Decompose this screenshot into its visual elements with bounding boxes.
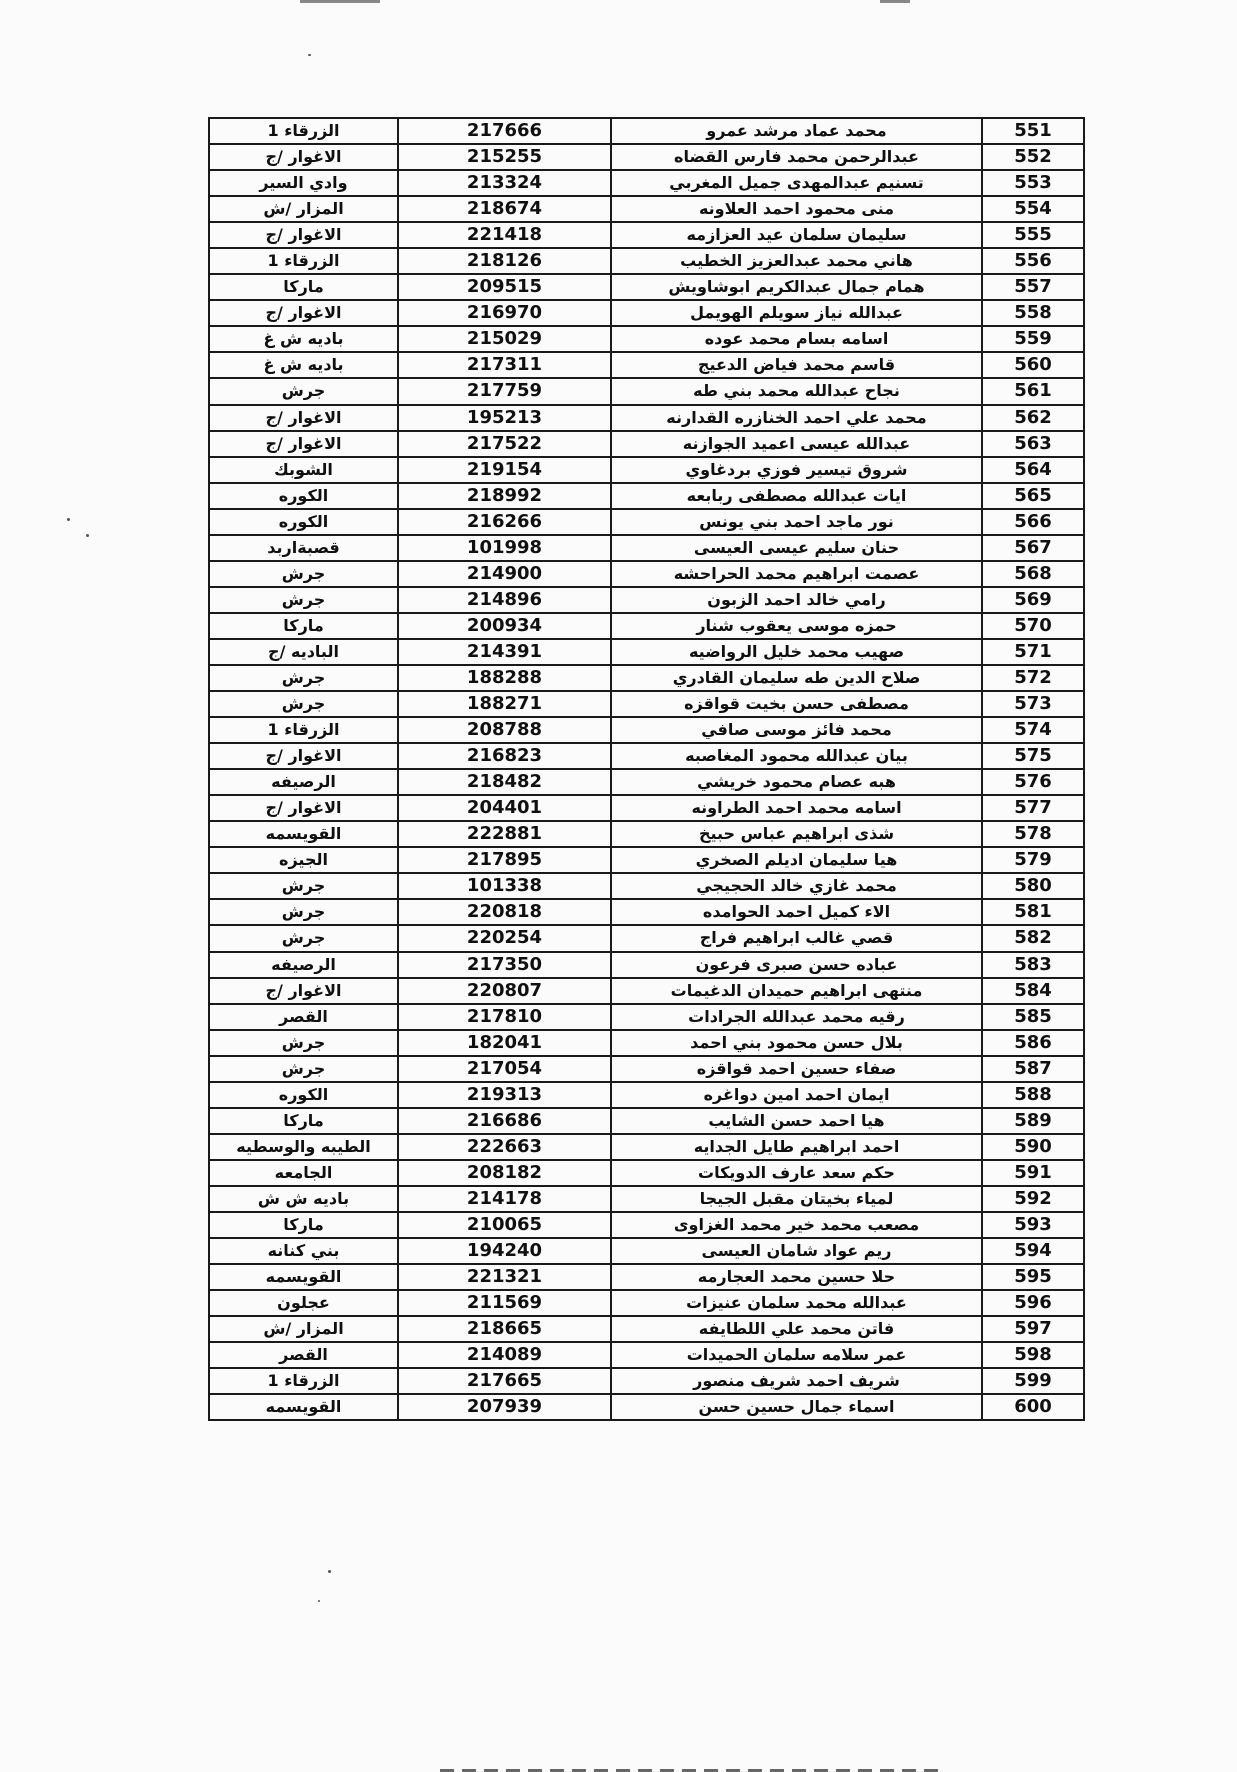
scan-edge-top [300,0,380,3]
serial-number-cell: 576 [982,769,1084,795]
location-cell: جرش [209,665,398,691]
id-number-cell: 222881 [398,821,611,847]
location-cell: الاغوار /ج [209,743,398,769]
location-cell: جرش [209,1056,398,1082]
serial-number-cell: 590 [982,1134,1084,1160]
name-cell: صلاح الدين طه سليمان القادري [611,665,982,691]
location-cell: جرش [209,587,398,613]
name-cell: محمد فائز موسى صافي [611,717,982,743]
serial-number-cell: 581 [982,899,1084,925]
location-cell: الاغوار /ج [209,144,398,170]
name-cell: شريف احمد شريف منصور [611,1368,982,1394]
id-number-cell: 217810 [398,1004,611,1030]
id-number-cell: 214896 [398,587,611,613]
location-cell: الاغوار /ج [209,405,398,431]
location-cell: المزار /ش [209,1316,398,1342]
id-number-cell: 217759 [398,378,611,404]
serial-number-cell: 579 [982,847,1084,873]
roster-table-body [209,118,1084,1420]
location-cell: ماركا [209,1108,398,1134]
location-cell: جرش [209,925,398,951]
id-number-cell: 216823 [398,743,611,769]
location-cell: جرش [209,873,398,899]
table-row [209,1030,1084,1056]
name-cell: اسامه بسام محمد عوده [611,326,982,352]
name-cell: همام جمال عبدالكريم ابوشاويش [611,274,982,300]
id-number-cell: 213324 [398,170,611,196]
table-row [209,1160,1084,1186]
location-cell: الزرقاء 1 [209,118,398,144]
serial-number-cell: 575 [982,743,1084,769]
serial-number-cell: 562 [982,405,1084,431]
location-cell: الشوبك [209,457,398,483]
id-number-cell: 220254 [398,925,611,951]
id-number-cell: 217350 [398,952,611,978]
location-cell: القويسمه [209,1264,398,1290]
id-number-cell: 209515 [398,274,611,300]
table-row [209,978,1084,1004]
location-cell: باديه ش ش [209,1186,398,1212]
location-cell: جرش [209,378,398,404]
location-cell: القويسمه [209,821,398,847]
location-cell: باديه ش غ [209,352,398,378]
name-cell: محمد علي احمد الخنازره القدارنه [611,405,982,431]
name-cell: مصعب محمد خير محمد الغزاوى [611,1212,982,1238]
table-row [209,1368,1084,1394]
name-cell: مصطفى حسن بخيت قواقزه [611,691,982,717]
serial-number-cell: 567 [982,535,1084,561]
location-cell: الزرقاء 1 [209,248,398,274]
table-row [209,118,1084,144]
table-row [209,1056,1084,1082]
location-cell: ماركا [209,613,398,639]
location-cell: بني كنانه [209,1238,398,1264]
serial-number-cell: 565 [982,483,1084,509]
name-cell: نجاح عبدالله محمد بني طه [611,378,982,404]
serial-number-cell: 587 [982,1056,1084,1082]
serial-number-cell: 586 [982,1030,1084,1056]
table-row [209,535,1084,561]
name-cell: منتهى ابراهيم حميدان الدغيمات [611,978,982,1004]
location-cell: الاغوار /ج [209,431,398,457]
location-cell: الكوره [209,509,398,535]
table-row [209,405,1084,431]
id-number-cell: 188288 [398,665,611,691]
table-row [209,483,1084,509]
table-row [209,899,1084,925]
location-cell: وادي السير [209,170,398,196]
table-row [209,873,1084,899]
table-row [209,274,1084,300]
location-cell: الطيبه والوسطيه [209,1134,398,1160]
serial-number-cell: 569 [982,587,1084,613]
name-cell: اسماء جمال حسين حسن [611,1394,982,1420]
name-cell: ايات عبدالله مصطفى ربابعه [611,483,982,509]
scan-speck [308,54,311,56]
table-row [209,587,1084,613]
id-number-cell: 200934 [398,613,611,639]
table-row [209,509,1084,535]
id-number-cell: 211569 [398,1290,611,1316]
name-cell: بلال حسن محمود بني احمد [611,1030,982,1056]
scan-speck [318,1600,320,1602]
id-number-cell: 220818 [398,899,611,925]
serial-number-cell: 557 [982,274,1084,300]
serial-number-cell: 555 [982,222,1084,248]
name-cell: رقيه محمد عبدالله الجرادات [611,1004,982,1030]
table-row [209,1082,1084,1108]
location-cell: جرش [209,1030,398,1056]
serial-number-cell: 566 [982,509,1084,535]
location-cell: الباديه /ج [209,639,398,665]
name-cell: عبدالله محمد سلمان عنيزات [611,1290,982,1316]
name-cell: عباده حسن صبرى فرعون [611,952,982,978]
location-cell: باديه ش غ [209,326,398,352]
id-number-cell: 101338 [398,873,611,899]
serial-number-cell: 563 [982,431,1084,457]
id-number-cell: 214178 [398,1186,611,1212]
serial-number-cell: 585 [982,1004,1084,1030]
name-cell: حنان سليم عيسى العيسى [611,535,982,561]
name-cell: اسامه محمد احمد الطراونه [611,795,982,821]
id-number-cell: 218126 [398,248,611,274]
id-number-cell: 195213 [398,405,611,431]
serial-number-cell: 574 [982,717,1084,743]
id-number-cell: 208788 [398,717,611,743]
location-cell: الاغوار /ج [209,222,398,248]
table-row [209,639,1084,665]
name-cell: عبدالله نياز سويلم الهويمل [611,300,982,326]
table-row [209,743,1084,769]
table-row [209,1290,1084,1316]
serial-number-cell: 584 [982,978,1084,1004]
table-row [209,1212,1084,1238]
serial-number-cell: 572 [982,665,1084,691]
serial-number-cell: 558 [982,300,1084,326]
location-cell: القويسمه [209,1394,398,1420]
serial-number-cell: 595 [982,1264,1084,1290]
serial-number-cell: 593 [982,1212,1084,1238]
name-cell: عصمت ابراهيم محمد الحراحشه [611,561,982,587]
id-number-cell: 219313 [398,1082,611,1108]
table-row [209,1134,1084,1160]
name-cell: هيا احمد حسن الشايب [611,1108,982,1134]
id-number-cell: 215255 [398,144,611,170]
location-cell: الرصيفه [209,769,398,795]
id-number-cell: 214391 [398,639,611,665]
name-cell: صفاء حسين احمد قواقزه [611,1056,982,1082]
name-cell: قصي غالب ابراهيم فراج [611,925,982,951]
table-row [209,847,1084,873]
table-row [209,952,1084,978]
id-number-cell: 217522 [398,431,611,457]
name-cell: قاسم محمد فياض الدعيج [611,352,982,378]
serial-number-cell: 598 [982,1342,1084,1368]
id-number-cell: 217665 [398,1368,611,1394]
id-number-cell: 217054 [398,1056,611,1082]
table-row [209,717,1084,743]
table-row [209,196,1084,222]
location-cell: جرش [209,899,398,925]
serial-number-cell: 596 [982,1290,1084,1316]
serial-number-cell: 552 [982,144,1084,170]
serial-number-cell: 583 [982,952,1084,978]
name-cell: لمياء بخيتان مقبل الجيجا [611,1186,982,1212]
id-number-cell: 218674 [398,196,611,222]
name-cell: ريم عواد شامان العيسى [611,1238,982,1264]
roster-table [208,117,1085,1421]
serial-number-cell: 592 [982,1186,1084,1212]
location-cell: المزار /ش [209,196,398,222]
table-row [209,431,1084,457]
location-cell: الجامعه [209,1160,398,1186]
table-row [209,1264,1084,1290]
id-number-cell: 222663 [398,1134,611,1160]
name-cell: عبدالرحمن محمد فارس القضاه [611,144,982,170]
table-row [209,1108,1084,1134]
table-row [209,1238,1084,1264]
scan-speck [86,534,89,537]
id-number-cell: 214900 [398,561,611,587]
location-cell: الزرقاء 1 [209,717,398,743]
serial-number-cell: 573 [982,691,1084,717]
location-cell: ماركا [209,274,398,300]
serial-number-cell: 577 [982,795,1084,821]
serial-number-cell: 556 [982,248,1084,274]
name-cell: نور ماجد احمد بني يونس [611,509,982,535]
id-number-cell: 207939 [398,1394,611,1420]
id-number-cell: 188271 [398,691,611,717]
name-cell: رامي خالد احمد الزبون [611,587,982,613]
id-number-cell: 182041 [398,1030,611,1056]
table-row [209,457,1084,483]
serial-number-cell: 568 [982,561,1084,587]
table-row [209,300,1084,326]
name-cell: حلا حسين محمد العجارمه [611,1264,982,1290]
id-number-cell: 194240 [398,1238,611,1264]
table-row [209,821,1084,847]
location-cell: القصر [209,1342,398,1368]
table-row [209,925,1084,951]
name-cell: محمد عماد مرشد عمرو [611,118,982,144]
location-cell: ماركا [209,1212,398,1238]
name-cell: هاني محمد عبدالعزيز الخطيب [611,248,982,274]
table-row [209,691,1084,717]
table-row [209,248,1084,274]
name-cell: بيان عبدالله محمود المغاصبه [611,743,982,769]
id-number-cell: 216686 [398,1108,611,1134]
serial-number-cell: 589 [982,1108,1084,1134]
location-cell: الاغوار /ج [209,978,398,1004]
id-number-cell: 221321 [398,1264,611,1290]
location-cell: الكوره [209,1082,398,1108]
name-cell: شروق تيسير فوزي بردغاوي [611,457,982,483]
name-cell: عمر سلامه سلمان الحميدات [611,1342,982,1368]
serial-number-cell: 551 [982,118,1084,144]
name-cell: عبدالله عيسى اعميد الجوازنه [611,431,982,457]
id-number-cell: 204401 [398,795,611,821]
id-number-cell: 219154 [398,457,611,483]
id-number-cell: 217666 [398,118,611,144]
table-row [209,170,1084,196]
id-number-cell: 218665 [398,1316,611,1342]
id-number-cell: 216266 [398,509,611,535]
location-cell: عجلون [209,1290,398,1316]
id-number-cell: 101998 [398,535,611,561]
serial-number-cell: 597 [982,1316,1084,1342]
serial-number-cell: 582 [982,925,1084,951]
serial-number-cell: 580 [982,873,1084,899]
table-row [209,144,1084,170]
location-cell: القصر [209,1004,398,1030]
name-cell: ايمان احمد امين دواغره [611,1082,982,1108]
scan-speck [67,518,70,521]
name-cell: منى محمود احمد العلاونه [611,196,982,222]
name-cell: صهيب محمد خليل الرواضيه [611,639,982,665]
id-number-cell: 221418 [398,222,611,248]
table-row [209,1004,1084,1030]
name-cell: الاء كميل احمد الحوامده [611,899,982,925]
name-cell: تسنيم عبدالمهدى جميل المغربي [611,170,982,196]
serial-number-cell: 559 [982,326,1084,352]
name-cell: فاتن محمد علي اللطايفه [611,1316,982,1342]
table-row [209,1316,1084,1342]
location-cell: الجيزه [209,847,398,873]
serial-number-cell: 564 [982,457,1084,483]
id-number-cell: 217311 [398,352,611,378]
location-cell: الرصيفه [209,952,398,978]
name-cell: شذى ابراهيم عباس حبيخ [611,821,982,847]
table-row [209,795,1084,821]
serial-number-cell: 588 [982,1082,1084,1108]
table-row [209,1186,1084,1212]
location-cell: الكوره [209,483,398,509]
id-number-cell: 214089 [398,1342,611,1368]
serial-number-cell: 591 [982,1160,1084,1186]
location-cell: الاغوار /ج [209,795,398,821]
serial-number-cell: 599 [982,1368,1084,1394]
location-cell: قصبةاربد [209,535,398,561]
name-cell: احمد ابراهيم طايل الجدايه [611,1134,982,1160]
scan-speck [328,1570,331,1573]
serial-number-cell: 561 [982,378,1084,404]
id-number-cell: 218482 [398,769,611,795]
table-row [209,665,1084,691]
table-row [209,352,1084,378]
id-number-cell: 220807 [398,978,611,1004]
location-cell: الزرقاء 1 [209,1368,398,1394]
table-row [209,326,1084,352]
location-cell: جرش [209,691,398,717]
serial-number-cell: 578 [982,821,1084,847]
name-cell: هيا سليمان اديلم الصخري [611,847,982,873]
table-row [209,1394,1084,1420]
table-row [209,1342,1084,1368]
id-number-cell: 216970 [398,300,611,326]
serial-number-cell: 560 [982,352,1084,378]
location-cell: الاغوار /ج [209,300,398,326]
serial-number-cell: 570 [982,613,1084,639]
table-row [209,222,1084,248]
id-number-cell: 208182 [398,1160,611,1186]
table-row [209,769,1084,795]
location-cell: جرش [209,561,398,587]
name-cell: حكم سعد عارف الدويكات [611,1160,982,1186]
name-cell: سليمان سلمان عيد العزازمه [611,222,982,248]
serial-number-cell: 571 [982,639,1084,665]
table-row [209,613,1084,639]
serial-number-cell: 600 [982,1394,1084,1420]
serial-number-cell: 553 [982,170,1084,196]
id-number-cell: 218992 [398,483,611,509]
id-number-cell: 217895 [398,847,611,873]
name-cell: حمزه موسى يعقوب شنار [611,613,982,639]
serial-number-cell: 554 [982,196,1084,222]
table-row [209,378,1084,404]
table-row [209,561,1084,587]
id-number-cell: 210065 [398,1212,611,1238]
serial-number-cell: 594 [982,1238,1084,1264]
name-cell: هبه عصام محمود خريشي [611,769,982,795]
id-number-cell: 215029 [398,326,611,352]
scan-edge-top [880,0,910,3]
name-cell: محمد غازي خالد الحجيجي [611,873,982,899]
